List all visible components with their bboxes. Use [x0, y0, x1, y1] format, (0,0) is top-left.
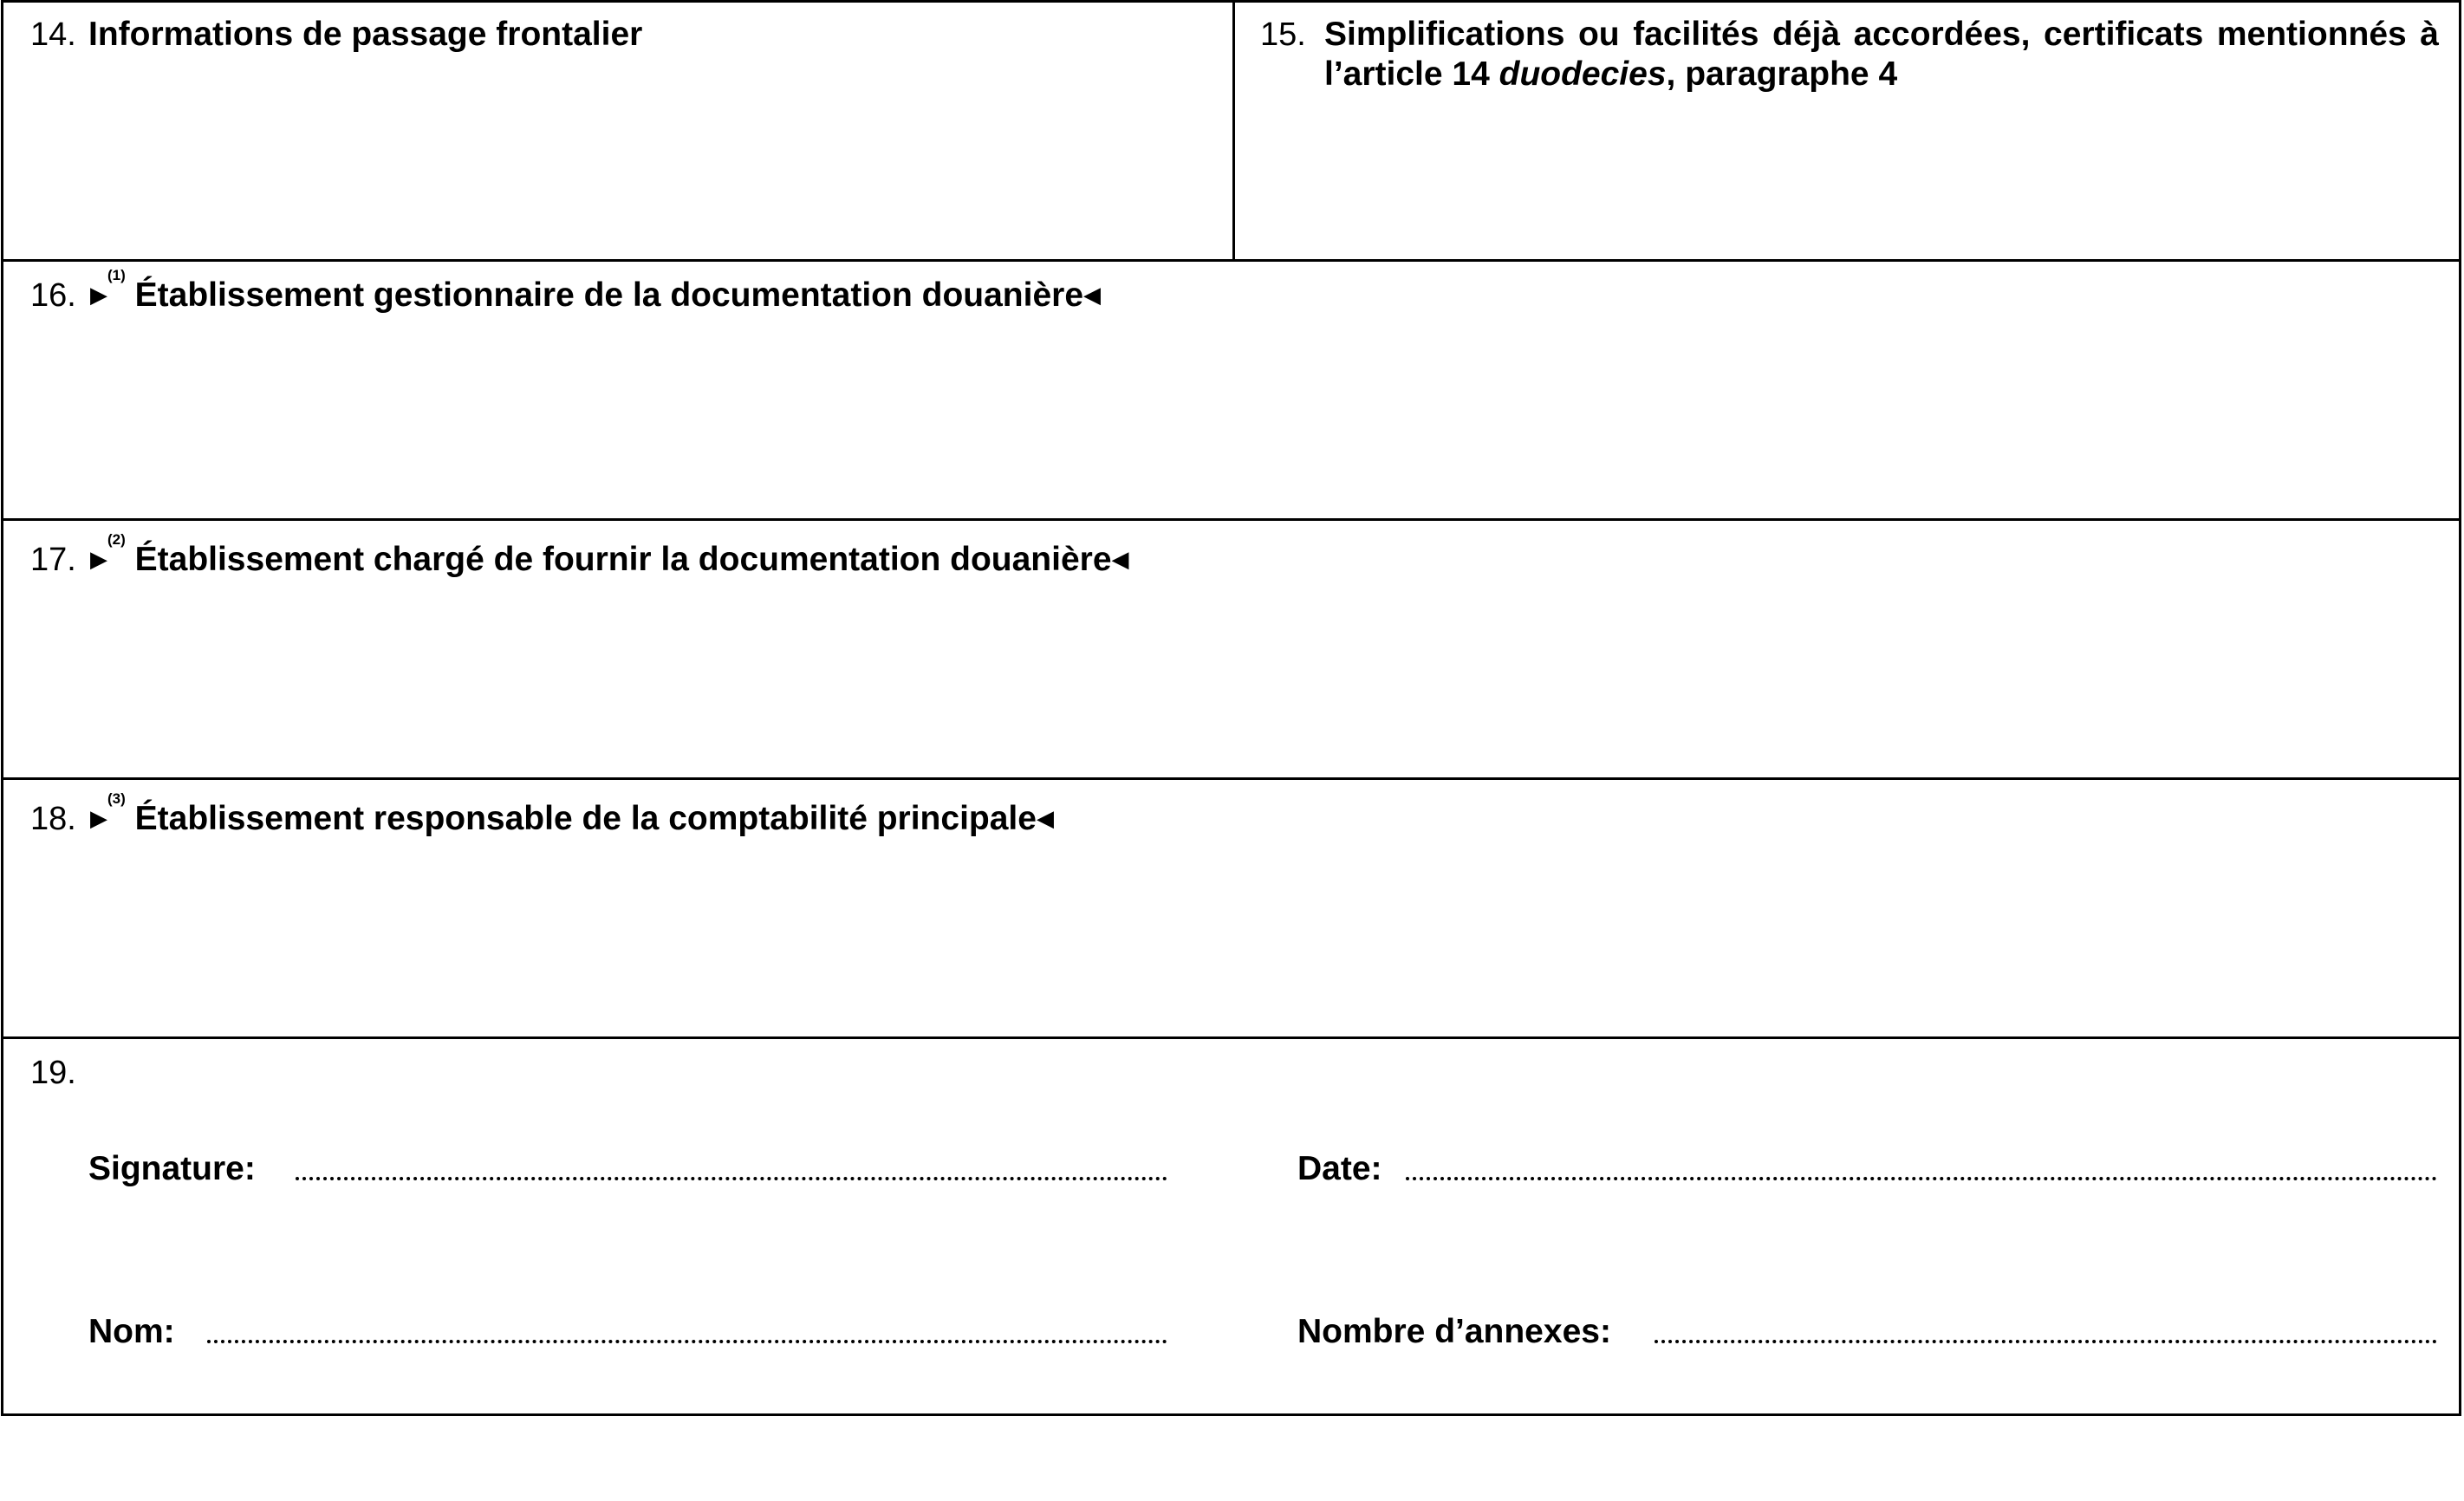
box-15: [1235, 3, 2459, 259]
amendment-end-marker-icon: ◀: [1036, 805, 1054, 831]
box-14-number: 14.: [30, 16, 76, 53]
annexes-label: Nombre d’annexes:: [1297, 1313, 1611, 1350]
footnote-ref: (3): [107, 790, 126, 807]
date-label: Date:: [1297, 1150, 1382, 1187]
annexes-count-field[interactable]: [1655, 1340, 2437, 1343]
form-row-16: [3, 262, 2459, 521]
footnote-ref: (2): [107, 531, 126, 548]
amendment-start-marker-icon: ▶: [90, 282, 107, 308]
footnote-ref: (1): [107, 267, 126, 283]
form-row-14-15: [3, 3, 2459, 262]
box-15-title-italic: duodecies: [1499, 55, 1667, 93]
box-17-title: [90, 531, 1129, 586]
box-18-title-text: Établissement responsable de la comptabilité principale: [134, 800, 1037, 837]
signature-field[interactable]: [296, 1177, 1167, 1180]
customs-form: [1, 0, 2461, 1416]
form-row-18: [3, 780, 2459, 1039]
amendment-start-marker-icon: ▶: [90, 805, 107, 831]
box-18-number: 18.: [30, 801, 76, 837]
box-15-title: [1324, 15, 2439, 94]
amendment-end-marker-icon: ◀: [1083, 282, 1102, 308]
box-14-title: Informations de passage frontalier: [88, 16, 643, 53]
amendment-start-marker-icon: ▶: [90, 546, 107, 572]
form-row-17: [3, 521, 2459, 780]
form-row-19: [3, 1039, 2459, 1416]
box-19-number: 19.: [30, 1055, 76, 1091]
box-16-number: 16.: [30, 277, 76, 314]
box-16-title: [90, 267, 1102, 322]
box-14: [3, 3, 1235, 259]
box-18-title: [90, 790, 1054, 845]
name-field[interactable]: [207, 1340, 1167, 1343]
box-15-title-start: Simplifications ou facilités déjà accordées, certificats mentionnés à l’article 14: [1324, 16, 2439, 93]
box-15-title-end: , paragraphe 4: [1666, 55, 1898, 93]
box-17-title-text: Établissement chargé de fournir la documentation douanière: [134, 541, 1112, 578]
name-label: Nom:: [88, 1313, 175, 1350]
date-field[interactable]: [1406, 1177, 2437, 1180]
box-16-title-text: Établissement gestionnaire de la documentation douanière: [134, 276, 1084, 314]
box-17-number: 17.: [30, 542, 76, 578]
box-15-number: 15.: [1260, 16, 1306, 53]
amendment-end-marker-icon: ◀: [1111, 546, 1129, 572]
signature-label: Signature:: [88, 1150, 256, 1187]
